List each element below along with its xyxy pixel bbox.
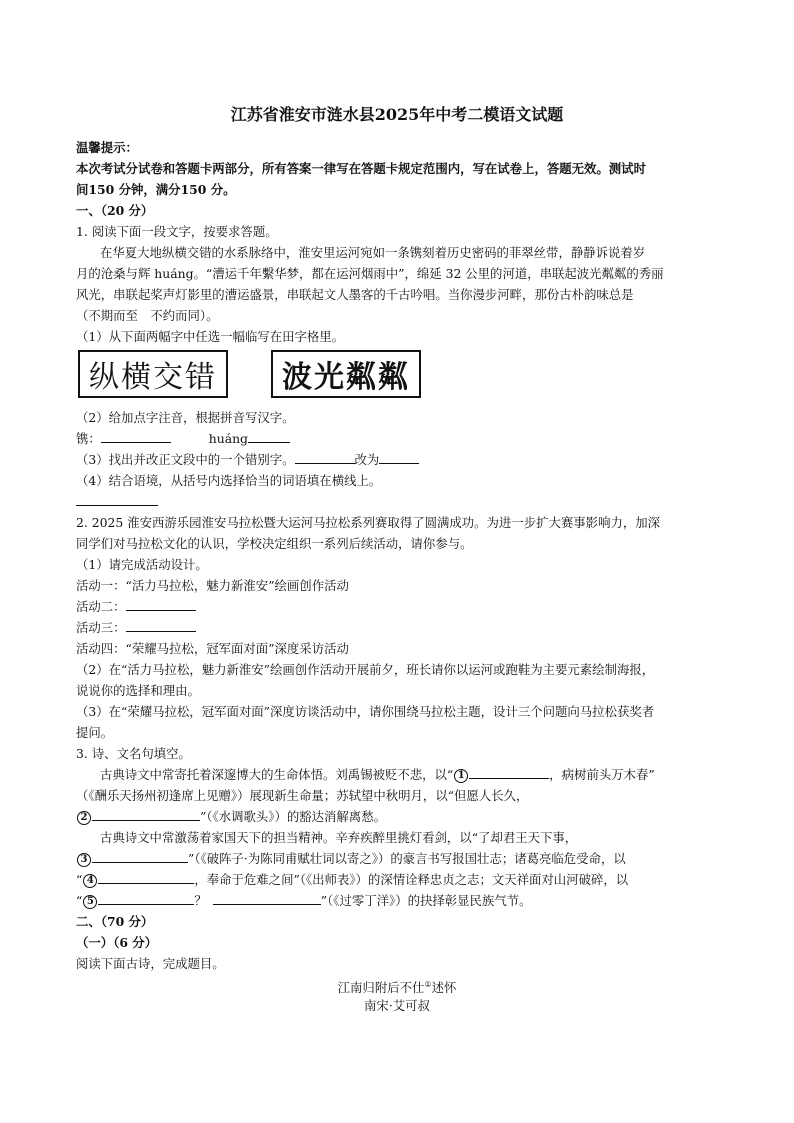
notice-line-2: 间150 分钟，满分150 分。 [76, 182, 236, 197]
poetry-line-4: 古典诗文中常激荡着家国天下的担当精神。辛弃疾醉里挑灯看剑，以“了却君王天下事， [100, 830, 578, 845]
poetry-blank-5[interactable] [98, 891, 194, 905]
activity-3 [76, 617, 196, 638]
blank-number-2: 2 [77, 811, 91, 825]
question-1-intro: 1. 阅读下面一段文字，按要求答题。 [76, 224, 278, 239]
poetry-text: ”（《水调歌头》）的豁达消解离愁。 [200, 809, 386, 824]
poetry-line-3 [76, 806, 386, 827]
question-2-2-line-1: （2）在“活力马拉松，魅力新淮安”绘画创作活动开展前夕，班长请你以运河或跑鞋为主要元素绘制海报， [76, 662, 655, 677]
poetry-blank-4[interactable] [98, 870, 194, 884]
poetry-line-6 [76, 869, 628, 890]
question-1-2: （2）给加点字注音，根据拼音写汉字。 [76, 410, 295, 425]
question-2-3-line-2: 提问。 [76, 725, 114, 740]
poetry-line-7 [76, 890, 532, 911]
correct-to-label: 改为 [354, 452, 380, 467]
blank-number-1: 1 [454, 769, 468, 783]
poetry-text: ，奉命于危难之间”（《出师表》）的深情诠释忠贞之志；文天祥面对山河破碎，以 [194, 872, 629, 887]
hanzi-prompt-label: huáng [208, 431, 248, 446]
activity-3-blank[interactable] [126, 618, 196, 632]
passage-line-3: 风光，串联起桨声灯影里的漕运盛景，串联起文人墨客的千古吟唱。当你漫步河畔，那份古朴韵味总是 [76, 287, 634, 302]
poetry-blank-3[interactable] [92, 849, 188, 863]
calligraphy-text-1: 纵横交错 [89, 360, 217, 395]
question-1-2-answers [76, 428, 290, 449]
page-title: 江苏省淮安市涟水县2025年中考二模语文试题 [230, 105, 564, 124]
poetry-line-1 [100, 764, 655, 785]
question-1-3 [76, 449, 419, 470]
activity-4: 活动四：“荣耀马拉松，冠军面对面”深度采访活动 [76, 641, 349, 656]
poetry-blank-1[interactable] [469, 765, 549, 779]
section-2-sub-header: （一）（6 分） [76, 935, 158, 950]
notice-line-1: 本次考试分试卷和答题卡两部分，所有答案一律写在答题卡规定范围内，写在试卷上，答题无效。测试时 [76, 161, 646, 176]
activity-2-blank[interactable] [126, 597, 196, 611]
activity-2-label: 活动二： [76, 599, 126, 614]
section-2-intro: 阅读下面古诗，完成题目。 [76, 956, 225, 971]
question-1-3-label: （3）找出并改正文段中的一个错别字。 [76, 452, 295, 467]
poem-title-text: 江南归附后不仕 [337, 980, 425, 996]
question-2-intro-1: 2. 2025 淮安西游乐园淮安马拉松暨大运河马拉松系列赛取得了圆满成功。为进一步扩大赛事影响力，加深 [76, 515, 661, 530]
question-2-1: （1）请完成活动设计。 [76, 557, 208, 572]
passage-line-2: 月的沧桑与辉 huáng。“漕运千年繫华梦，都在运河烟雨中”，绵延 32 公里的河道，串联起波光粼粼的秀丽 [76, 266, 664, 281]
poetry-text: “ [76, 893, 83, 908]
poetry-line-2: （《酬乐天扬州初逢席上见赠》）展现新生命量；苏轼望中秋明月，以“但愿人长久， [76, 788, 529, 803]
passage-line-1: 在华夏大地纵横交错的水系脉络中，淮安里运河宛如一条镌刻着历史密码的菲翠丝带，静静诉说着岁 [100, 245, 646, 260]
blank-number-3: 3 [77, 853, 91, 867]
question-1-4-answer [76, 491, 158, 512]
activity-1: 活动一：“活力马拉松，魅力新淮安”绘画创作活动 [76, 578, 349, 593]
poetry-line-5 [76, 848, 626, 869]
calligraphy-sample-2 [271, 350, 421, 398]
blank-number-5: 5 [83, 895, 97, 909]
question-1-4: （4）结合语境，从括号内选择恰当的词语填在横线上。 [76, 473, 382, 488]
section-2-header: 二、（70 分） [76, 914, 154, 929]
notice-heading: 温馨提示： [76, 140, 138, 155]
activity-3-label: 活动三： [76, 620, 126, 635]
poetry-text: 古典诗文中常寄托着深邃博大的生命体悟。刘禹锡被贬不悲，以“ [100, 767, 454, 782]
activity-2 [76, 596, 196, 617]
question-3: 3. 诗、文名句填空。 [76, 746, 191, 761]
poetry-text: “ [76, 872, 83, 887]
poetry-text: ”（《破阵子·为陈同甫赋壮词以寄之》）的豪言书写报国壮志；诸葛亮临危受命，以 [188, 851, 626, 866]
word-choice-blank[interactable] [76, 492, 158, 506]
question-1-1: （1）从下面两幅字中任选一幅临写在田字格里。 [76, 329, 345, 344]
wrong-char-blank[interactable] [295, 450, 355, 464]
calligraphy-sample-1 [78, 350, 228, 398]
poem-author: 南宋·艾可叔 [364, 998, 430, 1013]
correct-char-blank[interactable] [379, 450, 419, 464]
question-2-2-line-2: 说说你的选择和理由。 [76, 683, 200, 698]
question-2-3-line-1: （3）在“荣耀马拉松，冠军面对面”深度访谈活动中，请你围绕马拉松主题，设计三个问题向马拉松获奖者 [76, 704, 655, 719]
poem-title-text: 述怀 [431, 980, 457, 996]
question-2-intro-2: 同学们对马拉松文化的认识，学校决定组织一系列后续活动，请你参与。 [76, 536, 473, 551]
poetry-text: ”（《过零丁洋》）的抉择彰显民族气节。 [320, 893, 532, 908]
section-1-header: 一、（20 分） [76, 203, 154, 218]
poetry-blank-2[interactable] [92, 807, 200, 821]
pinyin-prompt-label: 镌： [76, 431, 101, 446]
calligraphy-text-2: 波光粼粼 [282, 360, 410, 395]
hanzi-blank[interactable] [248, 429, 290, 443]
poetry-text: ，病树前头万木春” [549, 767, 655, 782]
pinyin-blank[interactable] [101, 429, 171, 443]
blank-number-4: 4 [83, 874, 97, 888]
poetry-blank-6[interactable] [213, 891, 321, 905]
poetry-text: ？ [194, 893, 207, 908]
passage-line-4: （不期而至 不约而同）。 [76, 308, 219, 323]
footnote-marker: ① [424, 980, 432, 989]
